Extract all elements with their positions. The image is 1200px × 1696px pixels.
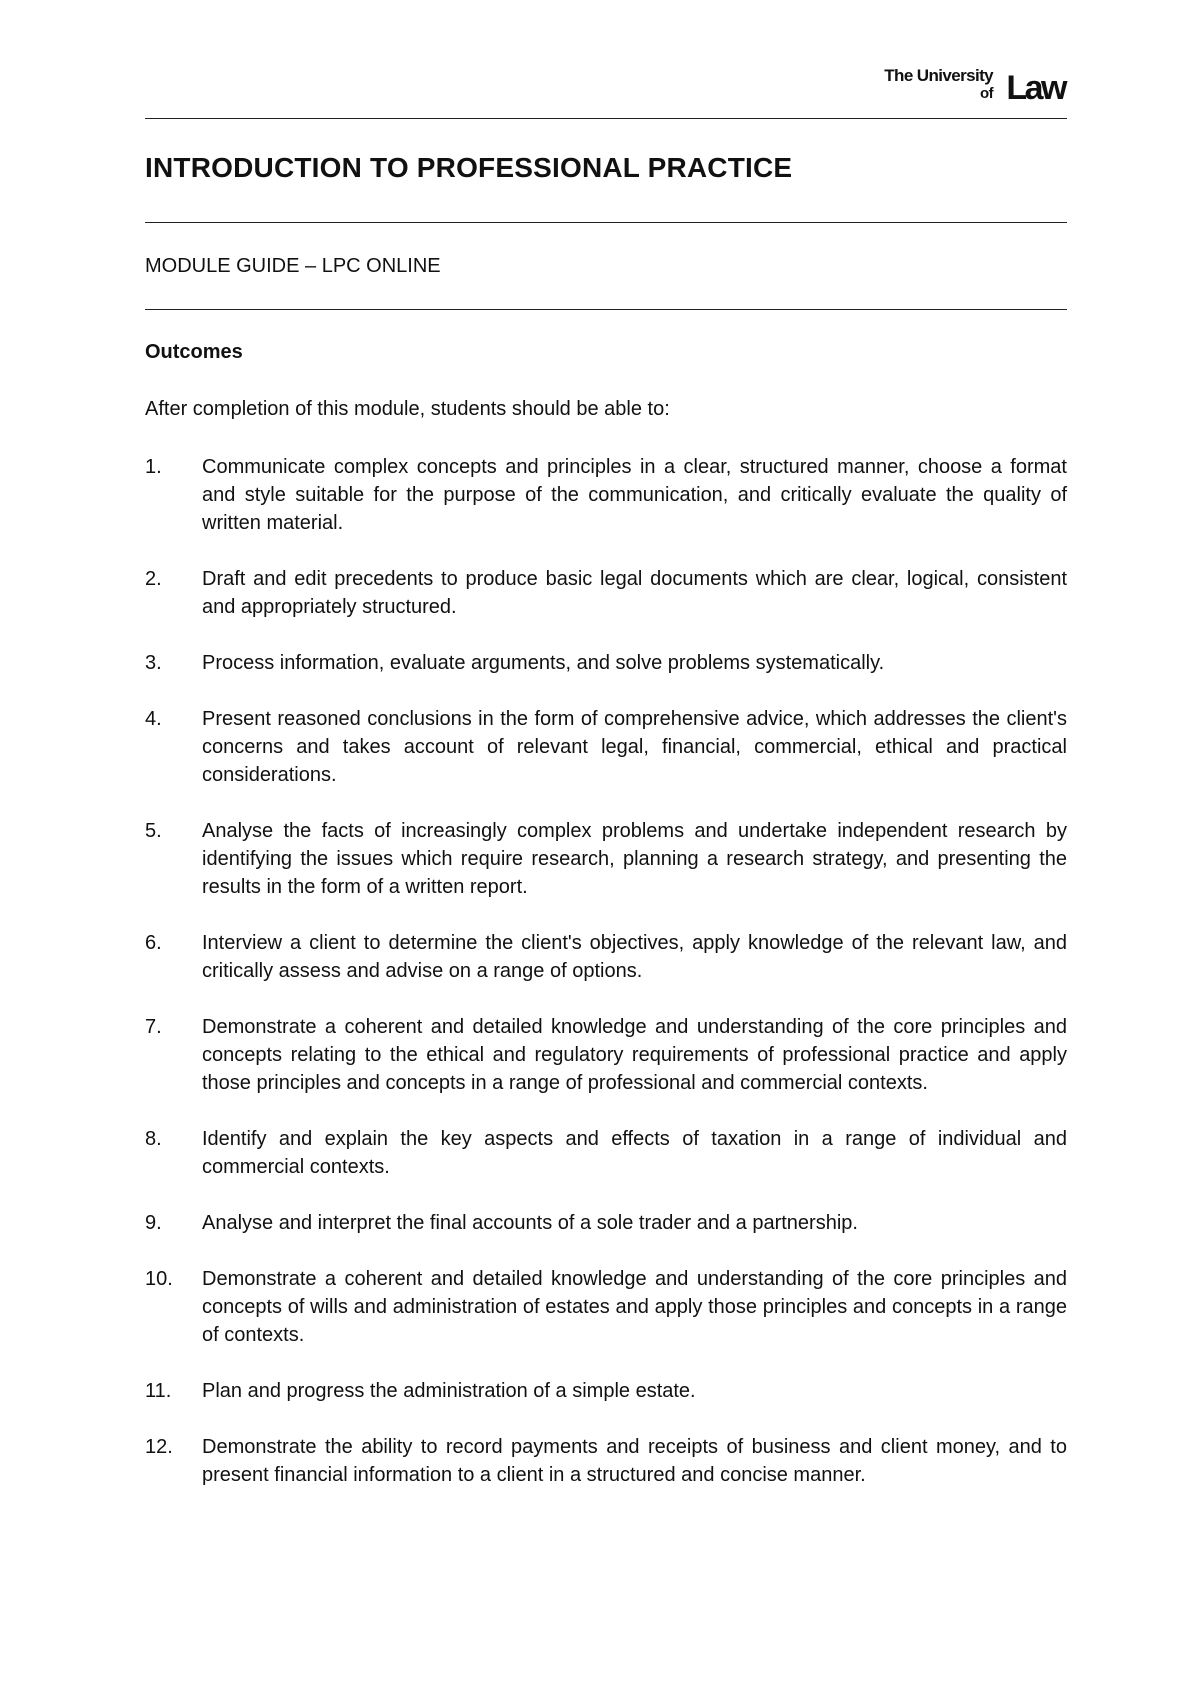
outcome-number: 8. [145, 1128, 162, 1150]
outcome-number: 9. [145, 1212, 162, 1234]
outcome-number: 7. [145, 1016, 162, 1038]
outcome-number: 3. [145, 652, 162, 674]
outcome-text: Plan and progress the administration of a simple estate. [202, 1380, 696, 1402]
outcome-text: Draft and edit precedents to produce basic legal documents which are clear, logical, consistent and appropriately structured. [202, 568, 1067, 618]
logo-mark: Law [1006, 69, 1065, 107]
outcome-item [145, 1209, 1067, 1237]
outcome-text: Demonstrate a coherent and detailed knowledge and understanding of the core principles and concepts of wills and administration of estates and apply those principles and concepts in a range of contexts. [202, 1268, 1067, 1346]
outcome-text: Process information, evaluate arguments, and solve problems systematically. [202, 652, 885, 674]
outcome-text: Analyse the facts of increasingly complex problems and undertake independent research by identifying the issues which require research, planning a research strategy, and presenting the results in the form of a written report. [202, 820, 1067, 898]
outcome-text: Interview a client to determine the client's objectives, apply knowledge of the relevant law, and critically assess and advise on a range of options. [202, 932, 1067, 982]
outcome-text: Identify and explain the key aspects and effects of taxation in a range of individual and commercial contexts. [202, 1128, 1067, 1178]
logo-line2: of [980, 85, 993, 102]
module-subtitle: MODULE GUIDE – LPC ONLINE [145, 255, 441, 277]
outcome-item [145, 1013, 1067, 1097]
outcome-text: Present reasoned conclusions in the form of comprehensive advice, which addresses the client's concerns and takes account of relevant legal, financial, commercial, ethical and practical considerations. [202, 708, 1067, 786]
outcome-item [145, 1265, 1067, 1349]
outcome-item [145, 1125, 1067, 1181]
outcome-number: 11. [145, 1380, 172, 1402]
outcome-item [145, 1377, 1067, 1405]
logo-line1: The University [884, 66, 993, 85]
outcome-number: 10. [145, 1268, 173, 1290]
subtitle-divider [145, 309, 1067, 310]
outcome-item [145, 705, 1067, 789]
outcome-number: 4. [145, 708, 162, 730]
outcome-number: 1. [145, 456, 162, 478]
outcome-item [145, 453, 1067, 537]
section-heading: Outcomes [145, 341, 243, 363]
outcomes-list [145, 453, 1067, 1517]
university-logo [855, 66, 1065, 106]
page-title: INTRODUCTION TO PROFESSIONAL PRACTICE [145, 152, 793, 183]
outcome-text: Communicate complex concepts and principles in a clear, structured manner, choose a format and style suitable for the purpose of the communication, and critically evaluate the quality of written material. [202, 456, 1067, 534]
outcome-item [145, 929, 1067, 985]
intro-text: After completion of this module, students should be able to: [145, 398, 670, 420]
outcome-number: 12. [145, 1436, 173, 1458]
outcome-number: 6. [145, 932, 162, 954]
title-divider [145, 222, 1067, 223]
outcome-text: Demonstrate the ability to record payments and receipts of business and client money, and to present financial information to a client in a structured and concise manner. [202, 1436, 1067, 1486]
outcome-item [145, 649, 1067, 677]
outcome-text: Demonstrate a coherent and detailed knowledge and understanding of the core principles and concepts relating to the ethical and regulatory requirements of professional practice and apply those principles and concepts in a range of professional and commercial contexts. [202, 1016, 1067, 1094]
outcome-item [145, 817, 1067, 901]
header-divider [145, 118, 1067, 119]
outcome-text: Analyse and interpret the final accounts of a sole trader and a partnership. [202, 1212, 858, 1234]
outcome-number: 5. [145, 820, 162, 842]
outcome-item [145, 1433, 1067, 1489]
outcome-item [145, 565, 1067, 621]
outcome-number: 2. [145, 568, 162, 590]
